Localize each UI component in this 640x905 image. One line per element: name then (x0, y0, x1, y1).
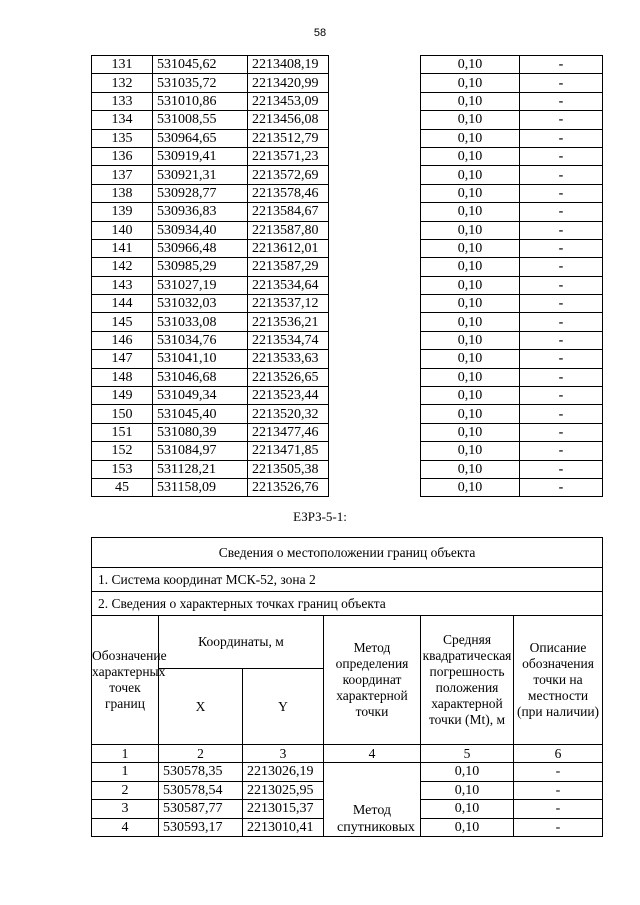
x-value: 530936,83 (153, 203, 248, 221)
table-title: Сведения о местоположении границ объекта (92, 538, 603, 568)
mt-value: 0,10 (421, 184, 520, 202)
point-number: 139 (92, 203, 153, 221)
point-number: 145 (92, 313, 153, 331)
x-value: 530985,29 (153, 258, 248, 276)
y-value: 2213015,37 (243, 800, 324, 819)
table-caption: ЕЗРЗ-5-1: (293, 509, 347, 524)
y-value: 2213408,19 (248, 56, 329, 74)
mt-value: 0,10 (421, 331, 520, 349)
y-value: 2213536,21 (248, 313, 329, 331)
desc-value: - (520, 111, 603, 129)
header-x: X (159, 669, 243, 745)
mt-value: 0,10 (421, 442, 520, 460)
desc-value: - (520, 478, 603, 496)
page-number: 58 (313, 27, 327, 39)
method-cell (329, 56, 421, 497)
x-value: 531041,10 (153, 350, 248, 368)
mt-value: 0,10 (421, 276, 520, 294)
mt-value: 0,10 (421, 147, 520, 165)
mt-value: 0,10 (421, 781, 514, 800)
x-value: 530919,41 (153, 147, 248, 165)
point-number: 141 (92, 239, 153, 257)
y-value: 2213026,19 (243, 763, 324, 782)
y-value: 2213534,74 (248, 331, 329, 349)
x-value: 530964,65 (153, 129, 248, 147)
x-value: 530921,31 (153, 166, 248, 184)
x-value: 531010,86 (153, 92, 248, 110)
desc-value: - (520, 258, 603, 276)
header-mt: Средняя квадратическая погрешность положения характерной точки (Mt), м (421, 616, 514, 745)
desc-value: - (520, 166, 603, 184)
desc-value: - (514, 781, 603, 800)
point-number: 148 (92, 368, 153, 386)
y-value: 2213584,67 (248, 203, 329, 221)
x-value: 531027,19 (153, 276, 248, 294)
mt-value: 0,10 (421, 111, 520, 129)
mt-value: 0,10 (421, 203, 520, 221)
mt-value: 0,10 (421, 350, 520, 368)
mt-value: 0,10 (421, 313, 520, 331)
point-number: 152 (92, 442, 153, 460)
x-value: 531033,08 (153, 313, 248, 331)
x-value: 531158,09 (153, 478, 248, 496)
desc-value: - (520, 56, 603, 74)
desc-value: - (520, 331, 603, 349)
top-coordinates-table (91, 55, 603, 497)
y-value: 2213612,01 (248, 239, 329, 257)
x-value: 531046,68 (153, 368, 248, 386)
header-method: Метод определения координат характерной точки (324, 616, 421, 745)
y-value: 2213471,85 (248, 442, 329, 460)
mt-value: 0,10 (421, 221, 520, 239)
x-value: 530587,77 (159, 800, 243, 819)
mt-value: 0,10 (421, 460, 520, 478)
mt-value: 0,10 (421, 800, 514, 819)
y-value: 2213537,12 (248, 295, 329, 313)
y-value: 2213526,76 (248, 478, 329, 496)
y-value: 2213512,79 (248, 129, 329, 147)
coordinate-system: 1. Система координат МСК-52, зона 2 (92, 568, 603, 592)
y-value: 2213520,32 (248, 405, 329, 423)
point-number: 142 (92, 258, 153, 276)
x-value: 531035,72 (153, 74, 248, 92)
x-value: 530934,40 (153, 221, 248, 239)
method-text: Метод спутниковых (337, 803, 415, 835)
y-value: 2213534,64 (248, 276, 329, 294)
x-value: 531034,76 (153, 331, 248, 349)
desc-value: - (520, 184, 603, 202)
mt-value: 0,10 (421, 818, 514, 837)
point-number: 131 (92, 56, 153, 74)
point-number: 1 (92, 763, 159, 782)
x-value: 530578,54 (159, 781, 243, 800)
mt-value: 0,10 (421, 295, 520, 313)
x-value: 530593,17 (159, 818, 243, 837)
desc-value: - (520, 74, 603, 92)
point-number: 153 (92, 460, 153, 478)
column-number: 2 (159, 745, 243, 763)
point-number: 4 (92, 818, 159, 837)
point-number: 135 (92, 129, 153, 147)
point-number: 45 (92, 478, 153, 496)
desc-value: - (520, 221, 603, 239)
y-value: 2213420,99 (248, 74, 329, 92)
point-number: 149 (92, 387, 153, 405)
point-number: 3 (92, 800, 159, 819)
y-value: 2213533,63 (248, 350, 329, 368)
y-value: 2213526,65 (248, 368, 329, 386)
point-number: 150 (92, 405, 153, 423)
y-value: 2213587,80 (248, 221, 329, 239)
desc-value: - (520, 423, 603, 441)
desc-value: - (520, 239, 603, 257)
method-cell (324, 763, 421, 837)
desc-value: - (520, 203, 603, 221)
desc-value: - (520, 276, 603, 294)
desc-value: - (520, 350, 603, 368)
x-value: 531008,55 (153, 111, 248, 129)
y-value: 2213453,09 (248, 92, 329, 110)
desc-value: - (520, 368, 603, 386)
y-value: 2213571,23 (248, 147, 329, 165)
y-value: 2213572,69 (248, 166, 329, 184)
table-row (92, 56, 603, 74)
point-number: 144 (92, 295, 153, 313)
x-value: 531045,62 (153, 56, 248, 74)
point-number: 140 (92, 221, 153, 239)
mt-value: 0,10 (421, 387, 520, 405)
table-row (92, 763, 603, 782)
x-value: 530928,77 (153, 184, 248, 202)
mt-value: 0,10 (421, 56, 520, 74)
desc-value: - (514, 818, 603, 837)
point-number: 134 (92, 111, 153, 129)
column-number: 3 (243, 745, 324, 763)
desc-value: - (520, 129, 603, 147)
point-number: 151 (92, 423, 153, 441)
y-value: 2213010,41 (243, 818, 324, 837)
mt-value: 0,10 (421, 92, 520, 110)
column-number: 5 (421, 745, 514, 763)
point-number: 147 (92, 350, 153, 368)
header-designation: Обозначение характерных точек границ (92, 616, 159, 745)
desc-value: - (520, 147, 603, 165)
x-value: 531080,39 (153, 423, 248, 441)
header-desc: Описание обозначения точки на местности (при наличии) (514, 616, 603, 745)
point-number: 137 (92, 166, 153, 184)
desc-value: - (520, 460, 603, 478)
desc-value: - (520, 92, 603, 110)
point-number: 133 (92, 92, 153, 110)
column-number: 6 (514, 745, 603, 763)
mt-value: 0,10 (421, 129, 520, 147)
point-number: 146 (92, 331, 153, 349)
desc-value: - (520, 387, 603, 405)
column-numbering-row (92, 745, 603, 763)
y-value: 2213587,29 (248, 258, 329, 276)
desc-value: - (520, 313, 603, 331)
point-number: 138 (92, 184, 153, 202)
y-value: 2213505,38 (248, 460, 329, 478)
mt-value: 0,10 (421, 368, 520, 386)
column-number: 4 (324, 745, 421, 763)
y-value: 2213578,46 (248, 184, 329, 202)
header-coords: Координаты, м (159, 616, 324, 669)
x-value: 530578,35 (159, 763, 243, 782)
header-y: Y (243, 669, 324, 745)
desc-value: - (520, 295, 603, 313)
y-value: 2213456,08 (248, 111, 329, 129)
x-value: 530966,48 (153, 239, 248, 257)
x-value: 531049,34 (153, 387, 248, 405)
mt-value: 0,10 (421, 423, 520, 441)
mt-value: 0,10 (421, 405, 520, 423)
column-number: 1 (92, 745, 159, 763)
x-value: 531128,21 (153, 460, 248, 478)
mt-value: 0,10 (421, 763, 514, 782)
desc-value: - (520, 405, 603, 423)
section-title: 2. Сведения о характерных точках границ объекта (92, 592, 603, 616)
mt-value: 0,10 (421, 166, 520, 184)
y-value: 2213025,95 (243, 781, 324, 800)
x-value: 531084,97 (153, 442, 248, 460)
mt-value: 0,10 (421, 74, 520, 92)
mt-value: 0,10 (421, 258, 520, 276)
x-value: 531045,40 (153, 405, 248, 423)
desc-value: - (520, 442, 603, 460)
boundary-points-table (91, 537, 603, 837)
point-number: 132 (92, 74, 153, 92)
mt-value: 0,10 (421, 239, 520, 257)
mt-value: 0,10 (421, 478, 520, 496)
y-value: 2213477,46 (248, 423, 329, 441)
point-number: 136 (92, 147, 153, 165)
desc-value: - (514, 763, 603, 782)
point-number: 143 (92, 276, 153, 294)
x-value: 531032,03 (153, 295, 248, 313)
y-value: 2213523,44 (248, 387, 329, 405)
desc-value: - (514, 800, 603, 819)
point-number: 2 (92, 781, 159, 800)
